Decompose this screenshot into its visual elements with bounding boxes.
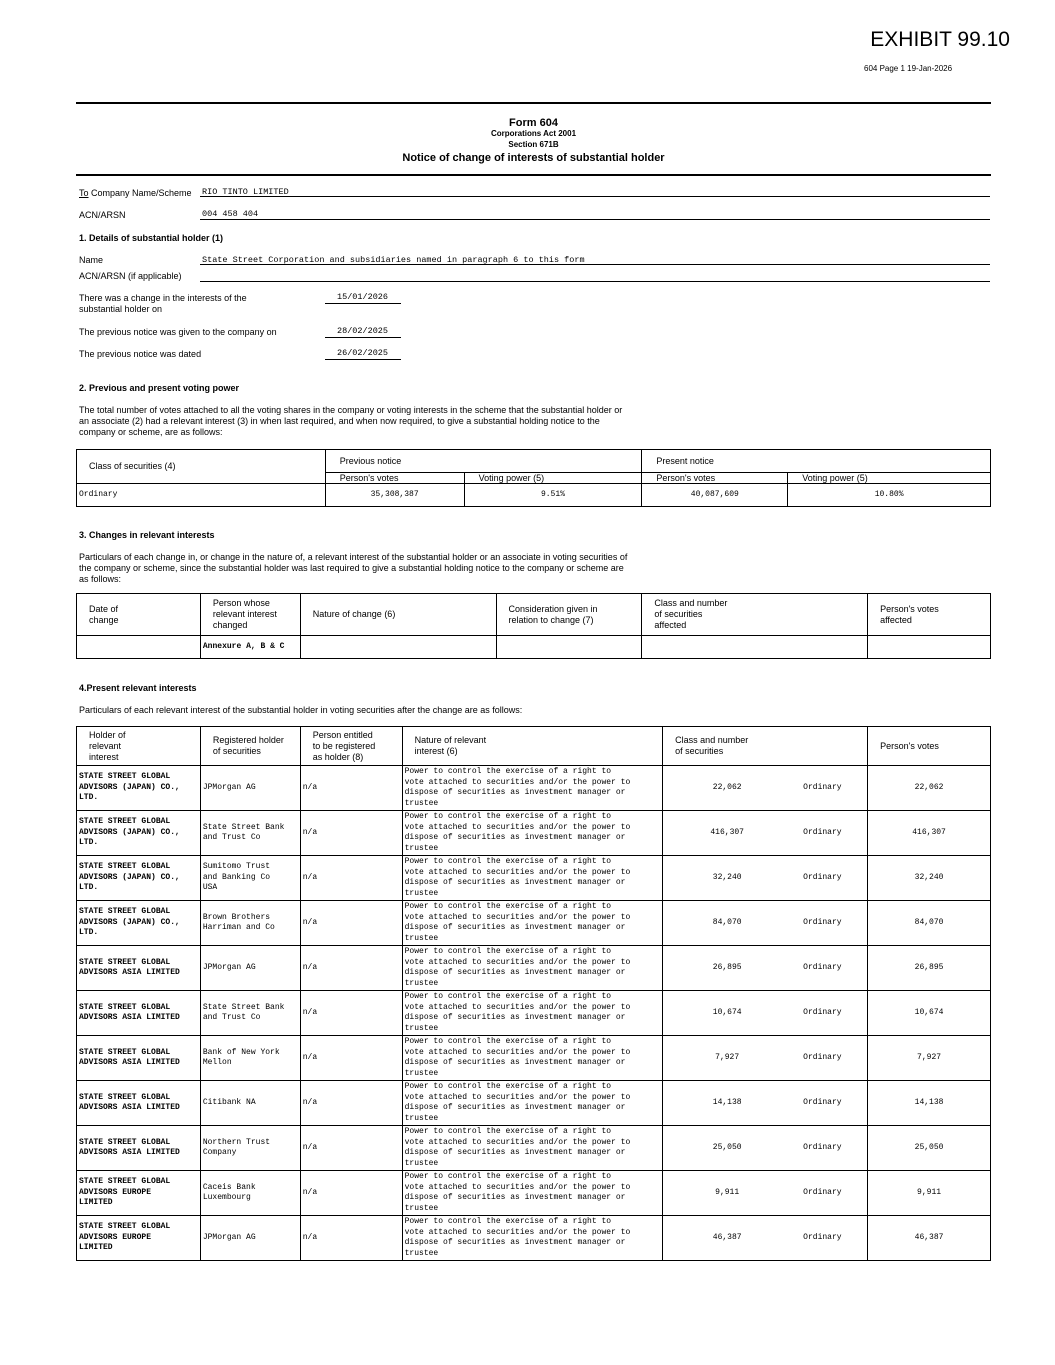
class-cell: [642, 636, 868, 659]
exhibit-label: EXHIBIT 99.10: [870, 28, 1010, 51]
securities-number: 10,674: [712, 1007, 742, 1017]
entitled-cell: n/a: [300, 1216, 402, 1261]
entitled-cell: n/a: [300, 1126, 402, 1171]
securities-class: Ordinary: [803, 1097, 842, 1107]
nature-cell: Power to control the exercise of a right to vote attached to securities and/or the power to dispose of securities as investment manager or trustee: [402, 1081, 663, 1126]
registered-holder-cell: Northern Trust Company: [200, 1126, 300, 1171]
section2-heading: 2. Previous and present voting power: [79, 383, 240, 393]
col-class-header: Class and number of securities affected: [642, 594, 868, 636]
securities-class: Ordinary: [803, 917, 842, 927]
company-name-line: [200, 196, 990, 197]
votes-cell: 7,927: [868, 1036, 991, 1081]
holder-cell: STATE STREET GLOBAL ADVISORS ASIA LIMITED: [77, 1036, 201, 1081]
table-row: [77, 484, 991, 507]
voting-power-table: [76, 449, 991, 507]
col-class-header: Class and number of securities: [663, 727, 868, 766]
nature-cell: Power to control the exercise of a right to vote attached to securities and/or the power to dispose of securities as investment manager or trustee: [402, 811, 663, 856]
col-pres-power-header: Voting power (5): [788, 473, 991, 484]
securities-number: 84,070: [712, 917, 742, 927]
holder-cell: STATE STREET GLOBAL ADVISORS ASIA LIMITED: [77, 1081, 201, 1126]
col-nature-header: Nature of relevant interest (6): [402, 727, 663, 766]
nature-cell: Power to control the exercise of a right to vote attached to securities and/or the power to dispose of securities as investment manager or trustee: [402, 1036, 663, 1081]
class-number-cell: [663, 1036, 868, 1081]
table-row: [77, 1171, 991, 1216]
pres-power-cell: 10.80%: [788, 484, 991, 507]
company-name: RIO TINTO LIMITED: [202, 187, 289, 197]
change-date: 15/01/2026: [325, 292, 401, 304]
date-cell: [77, 636, 201, 659]
col-registered-header: Registered holder of securities: [200, 727, 300, 766]
nature-cell: Power to control the exercise of a right to vote attached to securities and/or the power to dispose of securities as investment manager or trustee: [402, 946, 663, 991]
table-row: [77, 1216, 991, 1261]
holder-cell: STATE STREET GLOBAL ADVISORS (JAPAN) CO., LTD.: [77, 856, 201, 901]
votes-cell: 32,240: [868, 856, 991, 901]
securities-number: 14,138: [712, 1097, 742, 1107]
class-number-cell: [663, 991, 868, 1036]
prev-power-cell: 9.51%: [464, 484, 642, 507]
holder-name: State Street Corporation and subsidiaries named in paragraph 6 to this form: [202, 255, 585, 265]
section1-heading: 1. Details of substantial holder (1): [79, 233, 224, 243]
securities-number: 46,387: [712, 1232, 742, 1242]
table-row: [77, 811, 991, 856]
form-subtitle: Notice of change of interests of substantial holder: [402, 152, 665, 164]
col-person-header: Person whose relevant interest changed: [200, 594, 300, 636]
form-section: Section 671B: [508, 140, 559, 149]
table-row: [77, 636, 991, 659]
page-info: 604 Page 1 19-Jan-2026: [864, 64, 953, 73]
securities-class: Ordinary: [803, 1007, 842, 1017]
nature-cell: Power to control the exercise of a right to vote attached to securities and/or the power to dispose of securities as investment manager or trustee: [402, 1216, 663, 1261]
securities-number: 9,911: [715, 1187, 740, 1197]
col-previous-header: Previous notice: [325, 450, 642, 473]
holder-cell: STATE STREET GLOBAL ADVISORS EUROPE LIMITED: [77, 1216, 201, 1261]
securities-class: Ordinary: [803, 1052, 842, 1062]
class-number-cell: [663, 946, 868, 991]
nature-cell: Power to control the exercise of a right to vote attached to securities and/or the power to dispose of securities as investment manager or trustee: [402, 766, 663, 811]
class-cell: Ordinary: [77, 484, 326, 507]
registered-holder-cell: Citibank NA: [200, 1081, 300, 1126]
col-present-header: Present notice: [642, 450, 991, 473]
section2-paragraph: The total number of votes attached to all the voting shares in the company or voting interests in the scheme that the substantial holder or an associate (2) had a relevant interest (3) in when last required, and when now required, to give a substantial holding notice to the company or scheme, are as follows:: [79, 405, 623, 437]
securities-number: 26,895: [712, 962, 742, 972]
acn-label: ACN/ARSN: [79, 210, 126, 220]
votes-cell: 25,050: [868, 1126, 991, 1171]
form-title: Form 604: [509, 117, 558, 129]
section4-heading: 4.Present relevant interests: [79, 683, 197, 693]
section3-heading: 3. Changes in relevant interests: [79, 530, 215, 540]
acn-line: [200, 219, 990, 220]
holder-acn-label: ACN/ARSN (if applicable): [79, 271, 182, 281]
registered-holder-cell: Caceis Bank Luxembourg: [200, 1171, 300, 1216]
form-act: Corporations Act 2001: [490, 129, 577, 138]
col-entitled-header: Person entitled to be registered as holder (8): [300, 727, 402, 766]
securities-class: Ordinary: [803, 1142, 842, 1152]
nature-cell: Power to control the exercise of a right to vote attached to securities and/or the power to dispose of securities as investment manager or trustee: [402, 901, 663, 946]
class-number-cell: [663, 766, 868, 811]
registered-holder-cell: JPMorgan AG: [200, 766, 300, 811]
securities-class: Ordinary: [803, 962, 842, 972]
prev-given-date: 28/02/2025: [325, 326, 401, 338]
col-votes-header: Person's votes: [868, 727, 991, 766]
entitled-cell: n/a: [300, 766, 402, 811]
entitled-cell: n/a: [300, 946, 402, 991]
entitled-cell: n/a: [300, 1171, 402, 1216]
class-number-cell: [663, 856, 868, 901]
relevant-interests-table: [76, 726, 991, 1261]
votes-cell: 22,062: [868, 766, 991, 811]
holder-acn-line: [200, 281, 990, 282]
acn-value: 004 458 404: [202, 209, 259, 219]
registered-holder-cell: JPMorgan AG: [200, 1216, 300, 1261]
col-class-header: Class of securities (4): [77, 450, 326, 484]
prev-dated-date: 26/02/2025: [325, 348, 401, 360]
table-row: [77, 946, 991, 991]
nature-cell: [300, 636, 496, 659]
table-row: [77, 1126, 991, 1171]
registered-holder-cell: State Street Bank and Trust Co: [200, 991, 300, 1036]
prev-given-label: The previous notice was given to the company on: [79, 327, 277, 337]
section4-paragraph: Particulars of each relevant interest of the substantial holder in voting securities after the change are as follows:: [79, 705, 523, 715]
person-cell: Annexure A, B & C: [200, 636, 300, 659]
entitled-cell: n/a: [300, 1081, 402, 1126]
class-number-cell: [663, 901, 868, 946]
nature-cell: Power to control the exercise of a right to vote attached to securities and/or the power to dispose of securities as investment manager or trustee: [402, 1126, 663, 1171]
col-prev-power-header: Voting power (5): [464, 473, 642, 484]
col-date-header: Date of change: [77, 594, 201, 636]
class-number-cell: [663, 1171, 868, 1216]
holder-cell: STATE STREET GLOBAL ADVISORS (JAPAN) CO., LTD.: [77, 811, 201, 856]
votes-cell: 84,070: [868, 901, 991, 946]
col-holder-header: Holder of relevant interest: [77, 727, 201, 766]
class-number-cell: [663, 1081, 868, 1126]
registered-holder-cell: JPMorgan AG: [200, 946, 300, 991]
securities-number: 25,050: [712, 1142, 742, 1152]
prev-votes-cell: 35,308,387: [325, 484, 464, 507]
holder-cell: STATE STREET GLOBAL ADVISORS (JAPAN) CO., LTD.: [77, 901, 201, 946]
registered-holder-cell: Bank of New York Mellon: [200, 1036, 300, 1081]
securities-class: Ordinary: [803, 1187, 842, 1197]
divider: [76, 102, 991, 104]
pres-votes-cell: 40,087,609: [642, 484, 788, 507]
col-pres-votes-header: Person's votes: [642, 473, 788, 484]
col-prev-votes-header: Person's votes: [325, 473, 464, 484]
entitled-cell: n/a: [300, 811, 402, 856]
col-votes-header: Person's votes affected: [868, 594, 991, 636]
votes-cell: 10,674: [868, 991, 991, 1036]
table-row: [77, 901, 991, 946]
securities-class: Ordinary: [803, 872, 842, 882]
entitled-cell: n/a: [300, 1036, 402, 1081]
nature-cell: Power to control the exercise of a right to vote attached to securities and/or the power to dispose of securities as investment manager or trustee: [402, 1171, 663, 1216]
registered-holder-cell: Sumitomo Trust and Banking Co USA: [200, 856, 300, 901]
nature-cell: Power to control the exercise of a right to vote attached to securities and/or the power to dispose of securities as investment manager or trustee: [402, 856, 663, 901]
registered-holder-cell: State Street Bank and Trust Co: [200, 811, 300, 856]
section3-paragraph: Particulars of each change in, or change in the nature of, a relevant interest of the substantial holder or an associate in voting securities of the company or scheme, since the substantial holder was last required to give a substantial holding notice to the company or scheme are as follows:: [79, 552, 628, 584]
securities-number: 416,307: [710, 827, 744, 837]
col-consideration-header: Consideration given in relation to change (7): [496, 594, 642, 636]
holder-cell: STATE STREET GLOBAL ADVISORS ASIA LIMITED: [77, 1126, 201, 1171]
class-number-cell: [663, 1126, 868, 1171]
table-row: [77, 766, 991, 811]
holder-cell: STATE STREET GLOBAL ADVISORS (JAPAN) CO., LTD.: [77, 766, 201, 811]
change-date-label: There was a change in the interests of the substantial holder on: [79, 293, 247, 314]
votes-cell: 416,307: [868, 811, 991, 856]
class-number-cell: [663, 811, 868, 856]
securities-class: Ordinary: [803, 1232, 842, 1242]
holder-cell: STATE STREET GLOBAL ADVISORS EUROPE LIMITED: [77, 1171, 201, 1216]
entitled-cell: n/a: [300, 856, 402, 901]
consideration-cell: [496, 636, 642, 659]
holder-cell: STATE STREET GLOBAL ADVISORS ASIA LIMITED: [77, 991, 201, 1036]
holder-cell: STATE STREET GLOBAL ADVISORS ASIA LIMITED: [77, 946, 201, 991]
table-row: [77, 856, 991, 901]
prev-dated-label: The previous notice was dated: [79, 349, 202, 359]
votes-cell: 46,387: [868, 1216, 991, 1261]
votes-cell: 26,895: [868, 946, 991, 991]
entitled-cell: n/a: [300, 991, 402, 1036]
table-row: [77, 991, 991, 1036]
holder-name-label: Name: [79, 255, 104, 265]
table-row: [77, 1081, 991, 1126]
securities-number: 32,240: [712, 872, 742, 882]
votes-cell: [868, 636, 991, 659]
votes-cell: 14,138: [868, 1081, 991, 1126]
securities-number: 22,062: [712, 782, 742, 792]
votes-cell: 9,911: [868, 1171, 991, 1216]
nature-cell: Power to control the exercise of a right to vote attached to securities and/or the power to dispose of securities as investment manager or trustee: [402, 991, 663, 1036]
securities-number: 7,927: [715, 1052, 740, 1062]
class-number-cell: [663, 1216, 868, 1261]
changes-table: [76, 593, 991, 659]
securities-class: Ordinary: [803, 827, 842, 837]
table-row: [77, 1036, 991, 1081]
col-nature-header: Nature of change (6): [300, 594, 496, 636]
divider: [76, 174, 991, 176]
to-label: To Company Name/Scheme: [79, 188, 192, 198]
securities-class: Ordinary: [803, 782, 842, 792]
registered-holder-cell: Brown Brothers Harriman and Co: [200, 901, 300, 946]
entitled-cell: n/a: [300, 901, 402, 946]
